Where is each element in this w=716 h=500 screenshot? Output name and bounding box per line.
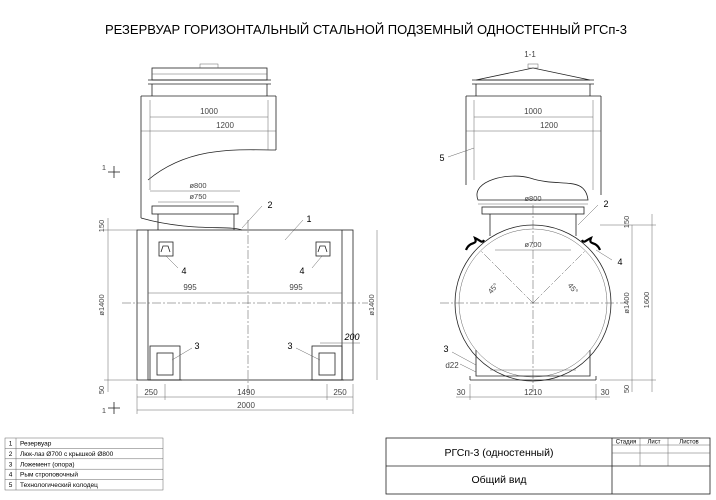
drawing-title: РЕЗЕРВУАР ГОРИЗОНТАЛЬНЫЙ СТАЛЬНОЙ ПОДЗЕМНЫЙ ОДНОСТЕННЫЙ РГСп-3 <box>104 22 628 37</box>
side-dim-height: 1600 <box>642 291 651 309</box>
front-dim-overall: 2000 <box>237 401 255 410</box>
legend-text-1: Резервуар <box>20 440 52 448</box>
stamp-col-sheets: Листов <box>679 439 699 446</box>
front-dim-center: 1490 <box>237 388 255 397</box>
front-dim-top-150: 150 <box>97 219 106 233</box>
side-dim-diameter: ø1400 <box>622 292 631 314</box>
section-label: 1-1 <box>524 50 536 59</box>
front-callout-2: 2 <box>267 200 273 210</box>
side-dim-shaft-outer: 1200 <box>540 121 558 130</box>
title-block <box>386 438 710 494</box>
svg-text:1: 1 <box>101 163 107 172</box>
section-marker-bottom <box>102 402 120 415</box>
side-callout-4: 4 <box>617 257 623 267</box>
front-dim-shaft-outer: 1200 <box>216 121 234 130</box>
legend-text-2: Люк-лаз Ø700 с крышкой Ø800 <box>20 450 114 458</box>
side-dim-angle-left: 45° <box>485 281 501 296</box>
side-tank-shell <box>440 205 626 392</box>
front-callout-1: 1 <box>306 214 312 224</box>
side-dim-edge-left: 30 <box>456 388 466 397</box>
side-dim-neck: ø700 <box>524 240 542 249</box>
svg-text:1: 1 <box>101 406 107 415</box>
front-dim-left-half: 995 <box>183 283 197 292</box>
legend-num-3: 3 <box>8 461 13 469</box>
front-view <box>97 64 377 415</box>
legend-table <box>5 438 163 490</box>
front-callout-3-left: 3 <box>194 341 200 351</box>
side-dim-hatch: ø800 <box>524 194 542 203</box>
front-callout-4-right: 4 <box>299 266 305 276</box>
front-callout-4-left: 4 <box>181 266 187 276</box>
side-manhole-cover <box>472 64 594 96</box>
stamp-product-name: РГСп-3 (одностенный) <box>444 447 554 459</box>
side-callout-2: 2 <box>603 199 609 209</box>
side-dim-top-150: 150 <box>622 215 631 229</box>
front-dim-diameter: ø1400 <box>97 294 106 316</box>
front-dim-right-half: 995 <box>289 283 303 292</box>
stamp-view-name: Общий вид <box>471 474 527 486</box>
front-dim-end-left: 250 <box>144 388 158 397</box>
front-callout-3-right: 3 <box>287 341 293 351</box>
side-view <box>439 50 656 400</box>
legend-text-3: Ложемент (опора) <box>20 461 75 469</box>
stamp-col-stage: Стадия <box>615 439 637 446</box>
side-dim-rod: d22 <box>445 361 459 370</box>
front-callouts <box>166 200 322 360</box>
side-callouts <box>439 148 622 372</box>
side-dim-support: 1210 <box>524 388 542 397</box>
side-dim-edge-right: 30 <box>600 388 610 397</box>
stamp-col-sheet: Лист <box>647 439 661 446</box>
front-lifting-eyes <box>159 242 330 256</box>
front-dim-diameter-right: ø1400 <box>367 294 376 316</box>
side-dim-bottom-50: 50 <box>622 384 631 394</box>
side-callout-3: 3 <box>443 344 449 354</box>
front-supports <box>148 346 344 380</box>
side-callout-5: 5 <box>439 153 445 163</box>
legend-num-5: 5 <box>8 482 13 490</box>
front-dim-bottom-50: 50 <box>97 385 106 395</box>
section-marker-top <box>102 163 120 178</box>
front-dim-end-right: 250 <box>333 388 347 397</box>
side-dim-shaft-inner: 1000 <box>524 107 542 116</box>
legend-num-2: 2 <box>8 450 13 458</box>
front-manhole-cover <box>148 64 271 96</box>
legend-text-4: Рым строповочный <box>20 471 79 479</box>
side-dim-angle-right: 45° <box>565 281 581 296</box>
front-dim-hatch-inner: ø750 <box>189 192 207 201</box>
legend-num-1: 1 <box>8 440 13 448</box>
legend-num-4: 4 <box>8 471 13 479</box>
front-shaft <box>141 96 276 230</box>
legend-text-5: Технологический колодец <box>20 482 98 490</box>
front-dim-200: 200 <box>344 332 360 342</box>
front-dim-shaft-inner: 1000 <box>200 107 218 116</box>
front-dim-hatch-outer: ø800 <box>189 181 207 190</box>
